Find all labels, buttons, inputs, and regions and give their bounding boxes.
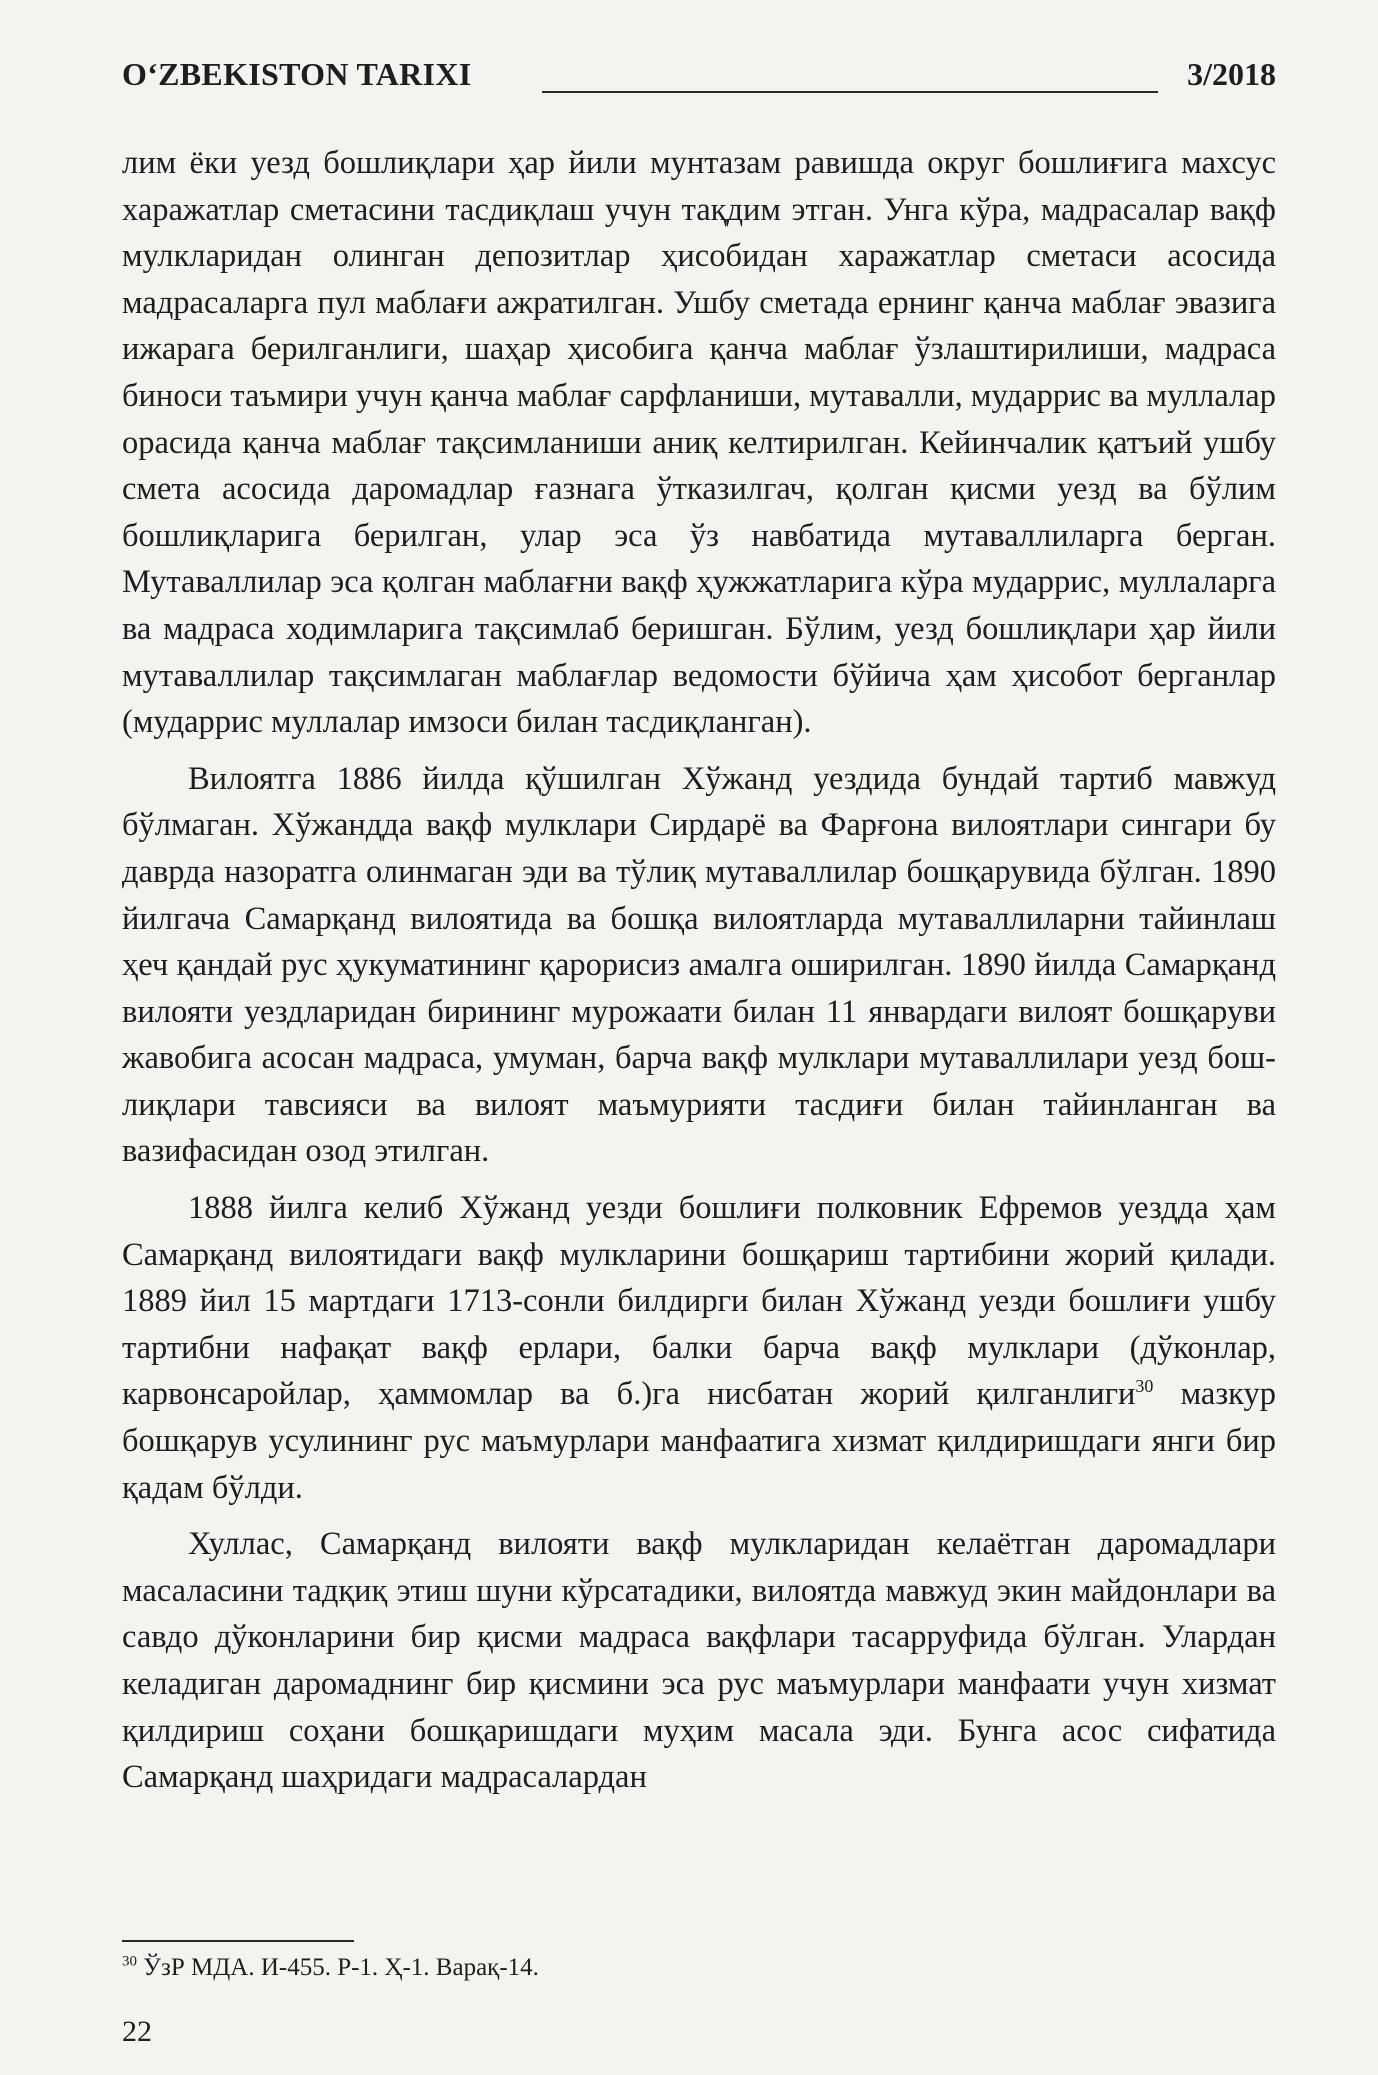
footnote-text: ЎзР МДА. И-455. Р-1. Ҳ-1. Варақ-14. <box>137 1954 539 1981</box>
paragraph-3 <box>122 1185 1276 1511</box>
footnote <box>122 1952 539 1984</box>
paragraph-3-text-after: мазкур бошқарув усулининг рус маъмурлари манфаатига хизмат қилдиришдаги янги бир қадам бўлди. <box>122 1376 1277 1506</box>
paragraph-2: Вилоятга 1886 йилда қўшилган Хўжанд уездида бундай тартиб мавжуд бўлмаган. Хўжандда вақф мулклари Сирдарё ва Фарғона вилоятлари сингари бу даврда назоратга олинмаган эди ва тўлиқ мутаваллилар бошқарувида бўлган. 1890 йилгача Самарқанд вилоятида ва бошқа вилоятларда мутаваллиларни тайинлаш ҳеч қандай рус ҳукуматининг қарорисиз амалга оширилган. 1890 йилда Самарқанд вилояти уездларидан бирининг мурожаати билан 11 январдаги вилоят бошқаруви жавобига асосан мадраса, умуман, барча вақф мулклари мутаваллилари уезд бошлиқлари тавсияси ва вилоят маъмурияти тасдиғи билан тайинланган ва вазифасидан озод этилган. <box>122 760 1276 1170</box>
issue-number: 3/2018 <box>1187 56 1276 92</box>
footnote-number: 30 <box>122 1953 137 1970</box>
paragraph-3-text-before: 1888 йилга келиб Хўжанд уезди бошлиғи полковник Ефремов уездда ҳам Самарқанд вилоятидаги вақф мулкларини бошқариш тартибини жорий қилади. 1889 йил 15 мартдаги 1713-сонли билдирги билан Хўжанд уезди бошлиғи ушбу тартибни нафақат вақф ерлари, балки барча вақф мулклари (дўконлар, карвонсаройлар, ҳаммомлар ва б.)га нисбатан жорий қилганлиги <box>122 1190 1276 1413</box>
footnote-divider <box>122 1940 354 1942</box>
header-rule <box>542 91 1158 93</box>
article-body <box>122 140 1276 1801</box>
page-header <box>122 56 1276 104</box>
paragraph-4: Хуллас, Самарқанд вилояти вақф мулкларидан келаётган даромадлари масаласини тадқиқ этиш шуни кўрсатадики, вилоятда мавжуд экин майдонлари ва савдо дўконларини бир қисми мадраса вақфлари тасарруфида бўлган. Улардан келадиган даромаднинг бир қисмини эса рус маъмурлари манфаати учун хизмат қилдириш соҳани бошқаришдаги муҳим масала эди. Бунга асос сифатида Самарқанд шаҳридаги мадрасалардан <box>122 1526 1276 1796</box>
footnote-reference[interactable]: 30 <box>1135 1376 1154 1397</box>
paragraph-1: лим ёки уезд бошлиқлари ҳар йили мунтазам равишда округ бошлиғига махсус харажатлар сметасини тасдиқлаш учун тақдим этган. Унга кўра, мадрасалар вақф мулкларидан олинган депозитлар ҳисобидан харажатлар сметаси асосида мадрасаларга пул маблағи ажратилган. Ушбу сметада ернинг қанча маблағ эвазига ижарага берилганлиги, шаҳар ҳисобига қанча маблағ ўзлаштирилиши, мадраса биноси таъмири учун қанча маблағ сарфланиши, мутавалли, мударрис ва муллалар орасида қанча маблағ тақсимланиши аниқ келтирилган. Кейинчалик қатъий ушбу смета асосида даромадлар ғазнага ўтказилгач, қолган қисми уезд ва бўлим бошлиқларига берилган, улар эса ўз навбатида мутаваллиларга берган. Мутаваллилар эса қолган маблағни вақф ҳужжатларига кўра мударрис, муллаларга ва мадраса ходимларига тақсимлаб беришган. Бўлим, уезд бошлиқлари ҳар йили мутаваллилар тақсимлаган маблағлар ведомости бўйича ҳам ҳисобот берганлар (мударрис муллалар имзоси билан тасдиқланган). <box>122 145 1276 741</box>
journal-title: O‘ZBEKISTON TARIXI <box>122 56 472 92</box>
page-number: 22 <box>122 2015 152 2048</box>
